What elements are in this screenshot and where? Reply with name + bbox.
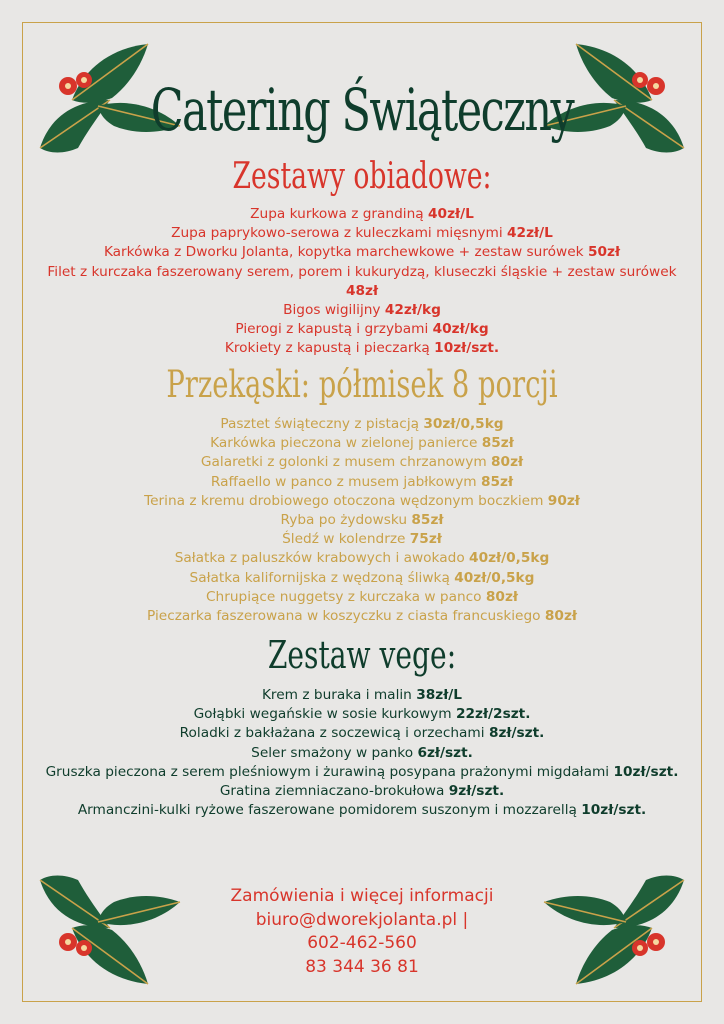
item-price: 22zł/2szt. (455, 706, 531, 723)
email-link[interactable]: biuro@dworekjolanta.pl | (255, 909, 469, 930)
item-price: 38zł/L (416, 687, 463, 703)
item-price: 6zł/szt. (417, 744, 473, 761)
item-name: Krokiety z kapustą i pieczarką (224, 340, 435, 357)
item-name: Raffaello w panco z musem jabłkowym (210, 473, 481, 490)
item-name: Sałatka z paluszków krabowych i awokado (174, 550, 470, 567)
appetizers-list (40, 415, 684, 626)
item-price: 85zł (480, 473, 514, 490)
item-name: Śledź w kolendrze (282, 531, 410, 548)
item-price: 40zł/L (428, 206, 474, 222)
item-price: 80zł (544, 608, 577, 625)
item-name: Karkówka z Dworku Jolanta, kopytka marchewkowe + zestaw surówek (103, 244, 588, 261)
item-name: Sałatka kalifornijska z wędzoną śliwką (189, 569, 455, 586)
item-name: Chrupiące nuggetsy z kurczaka w panco (205, 588, 486, 605)
menu-item (40, 530, 684, 549)
menu-item (40, 492, 684, 511)
section-title-vege-set: Zestaw vege: (267, 633, 457, 677)
item-name: Gołąbki wegańskie w sosie kurkowym (193, 706, 456, 723)
phone-number-landline[interactable]: 83 344 36 81 (305, 956, 419, 977)
item-price: 9zł/szt. (448, 783, 505, 800)
item-price: 40zł/0,5kg (469, 550, 550, 567)
item-name: Pierogi z kapustą i grzybami (235, 321, 433, 338)
item-name: Bigos wigilijny (283, 302, 385, 319)
item-price: 40zł/kg (432, 321, 489, 338)
menu-item (40, 339, 684, 358)
menu-item (40, 263, 684, 301)
item-price: 30zł/0,5kg (423, 416, 504, 432)
menu-item (40, 205, 684, 224)
item-price: 10zł/szt. (613, 763, 679, 780)
item-name: Terina z kremu drobiowego otoczona wędzonym boczkiem (144, 492, 548, 509)
item-name: Seler smażony w panko (251, 744, 418, 761)
menu-item (40, 724, 684, 743)
menu-item (40, 224, 684, 243)
menu-item (40, 744, 684, 763)
item-name: Pieczarka faszerowana w koszyczku z ciasta francuskiego (147, 608, 545, 625)
menu-item (40, 243, 684, 262)
menu-item (40, 320, 684, 339)
item-price: 40zł/0,5kg (454, 569, 535, 586)
menu-item (40, 453, 684, 472)
contact-info (40, 885, 684, 979)
item-price: 85zł (481, 435, 514, 452)
menu-item (40, 763, 684, 782)
vege-set-list (40, 686, 684, 820)
item-price: 8zł/szt. (488, 725, 545, 742)
menu-item (40, 473, 684, 492)
item-price: 10zł/szt. (434, 340, 500, 357)
page-title: Catering Świąteczny (150, 76, 574, 144)
menu-item (40, 415, 684, 434)
item-name: Armanczini-kulki ryżowe faszerowane pomidorem suszonym i mozzarellą (77, 802, 582, 819)
item-name: Gruszka pieczona z serem pleśniowym i żurawiną posypana prażonymi migdałami (45, 763, 614, 780)
menu-item (40, 549, 684, 568)
section-title-lunch-sets: Zestawy obiadowe: (232, 156, 492, 197)
item-price: 85zł (411, 512, 444, 529)
menu-item (40, 434, 684, 453)
item-name: Pasztet świąteczny z pistacją (220, 416, 424, 432)
item-name: Zupa paprykowo-serowa z kuleczkami mięsnymi (171, 225, 508, 242)
menu-item (40, 301, 684, 320)
menu-item (40, 511, 684, 530)
phone-number-mobile[interactable]: 602-462-560 (307, 933, 417, 953)
menu-item (40, 782, 684, 801)
item-name: Roladki z bakłażana z soczewicą i orzechami (179, 725, 489, 742)
item-price: 80zł (485, 588, 518, 605)
menu-item (40, 588, 684, 607)
item-price: 42zł/kg (384, 302, 441, 319)
item-price: 10zł/szt. (581, 802, 647, 819)
item-price: 42zł/L (507, 225, 553, 242)
item-name: Galaretki z golonki z musem chrzanowym (200, 454, 492, 471)
lunch-sets-list (40, 205, 684, 359)
menu-item (40, 607, 684, 626)
item-price: 50zł (587, 244, 621, 261)
contact-heading: Zamówienia i więcej informacji (230, 886, 494, 906)
section-title-appetizers: Przekąski: półmisek 8 porcji (166, 363, 558, 406)
item-name: Zupa kurkowa z grandiną (250, 206, 429, 222)
menu-item (40, 686, 684, 705)
item-name: Filet z kurczaka faszerowany serem, porem i kukurydzą, kluseczki śląskie + zestaw surówek (47, 263, 677, 280)
item-price: 90zł (547, 492, 580, 509)
item-price: 48zł (345, 282, 379, 299)
item-price: 80zł (491, 454, 524, 471)
menu-item (40, 569, 684, 588)
item-price: 75zł (409, 531, 442, 548)
item-name: Krem z buraka i malin (261, 687, 417, 703)
menu-item (40, 705, 684, 724)
item-name: Gratina ziemniaczano-brokułowa (219, 783, 449, 800)
menu-item (40, 801, 684, 820)
item-name: Karkówka pieczona w zielonej panierce (210, 435, 482, 452)
item-name: Ryba po żydowsku (280, 512, 412, 529)
